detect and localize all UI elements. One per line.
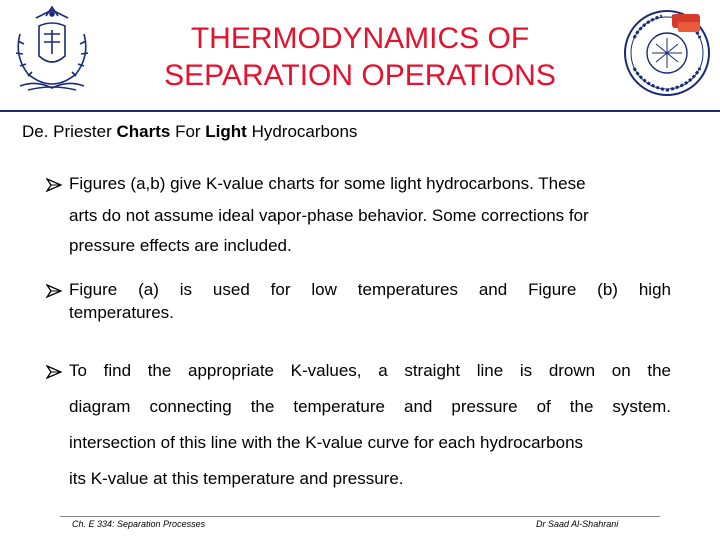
arrow-bullet-icon: [46, 177, 62, 193]
bullet-3-line-4: its K-value at this temperature and pressure.: [69, 469, 404, 488]
bullet-3-line-3: intersection of this line with the K-value curve for each hydrocarbons: [69, 433, 584, 452]
footer-course: Ch. E 334: Separation Processes: [72, 519, 206, 529]
bullet-2-line-1: Figure (a) is used for low temperatures and Figure (b) high: [69, 280, 671, 299]
subtitle-part-5: Hydrocarbons: [246, 122, 358, 141]
subtitle-part-1: De. Priester: [22, 122, 117, 141]
footer-divider: [60, 516, 660, 517]
title-divider: [0, 110, 720, 112]
bullet-1-line-3: pressure effects are included.: [69, 236, 292, 255]
bullet-3-line-1: To find the appropriate K-values, a straight line is drown on the: [69, 361, 671, 380]
title-line-2: SEPARATION OPERATIONS: [164, 59, 556, 92]
arrow-bullet-icon: [46, 364, 62, 380]
subtitle-part-3: For: [170, 122, 206, 141]
arrow-bullet-icon: [46, 283, 62, 299]
bullet-1-line-1: Figures (a,b) give K-value charts for some light hydrocarbons. These: [69, 174, 586, 193]
slide-subtitle: [22, 122, 357, 142]
department-seal-logo: [622, 8, 712, 98]
bullet-3-line-2: diagram connecting the temperature and pressure of the system.: [69, 397, 671, 416]
subtitle-part-2: Charts: [116, 122, 171, 141]
page-title: [100, 20, 620, 94]
bullet-1-line-2: arts do not assume ideal vapor-phase behavior. Some corrections for: [69, 206, 589, 225]
title-line-1: THERMODYNAMICS OF: [190, 22, 530, 55]
bullet-2-line-2: temperatures.: [69, 303, 174, 322]
footer-author: Dr Saad Al-Shahrani: [536, 519, 619, 529]
subtitle-part-4: Light: [205, 122, 247, 141]
university-crest-logo: [6, 4, 98, 96]
